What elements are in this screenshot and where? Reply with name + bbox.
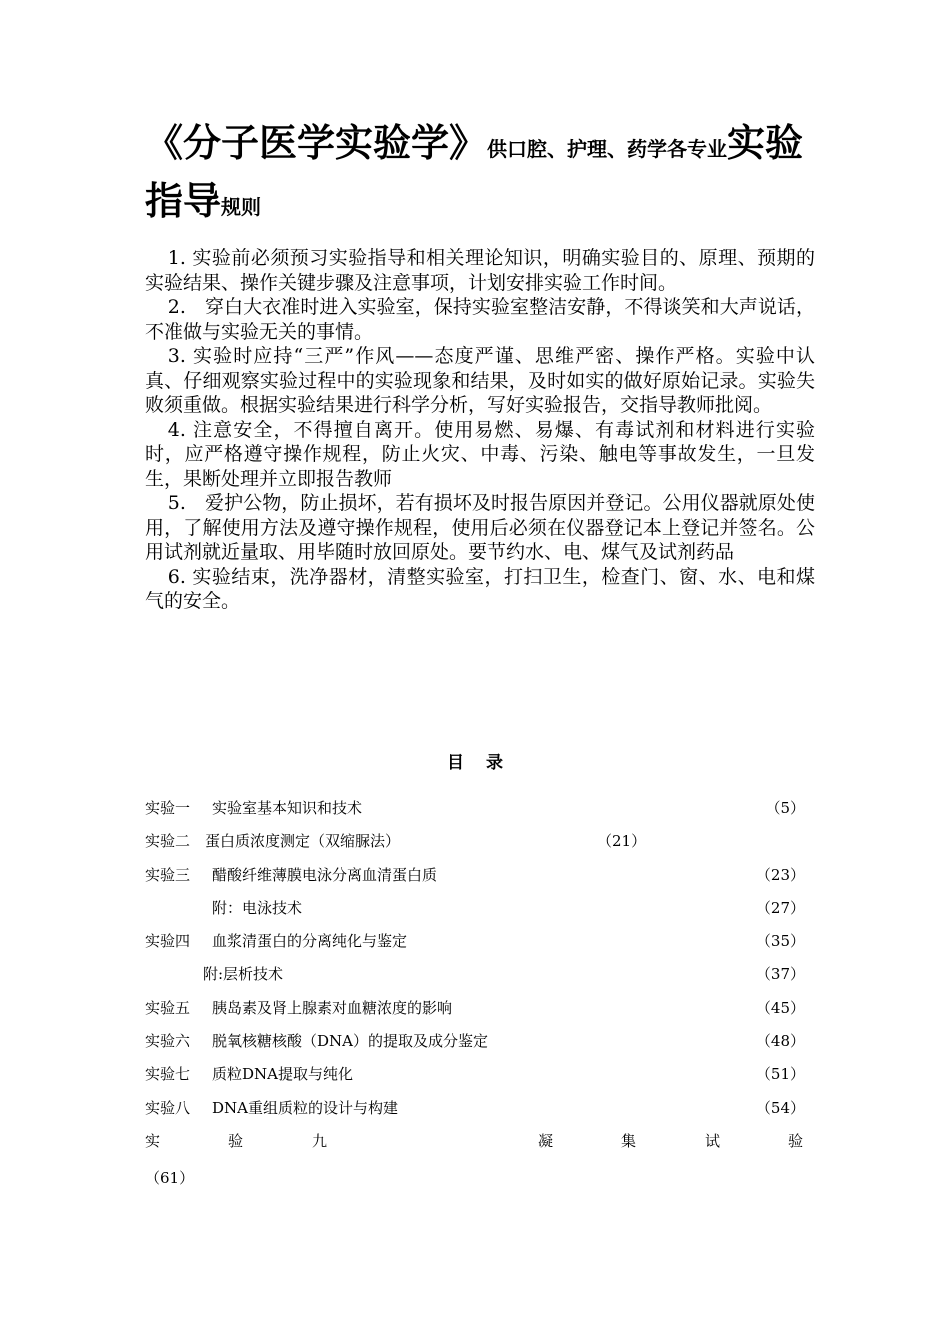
toc-row bbox=[145, 962, 805, 995]
toc-row bbox=[145, 996, 805, 1029]
toc-title: 质粒DNA提取与纯化 bbox=[212, 1065, 353, 1084]
toc-row bbox=[145, 796, 805, 829]
title-main-2: 实验指导 bbox=[145, 121, 804, 223]
toc-label: 实验三 bbox=[145, 865, 191, 884]
toc-spread-char: 验 bbox=[228, 1131, 244, 1150]
toc-row bbox=[145, 829, 805, 862]
toc-title: 血浆清蛋白的分离纯化与鉴定 bbox=[212, 932, 408, 951]
title-main: 《分子医学实验学》 bbox=[145, 121, 488, 165]
table-of-contents bbox=[145, 796, 805, 1162]
toc-page: （23） bbox=[755, 865, 805, 884]
toc-title: 醋酸纤维薄膜电泳分离血清蛋白质 bbox=[212, 865, 438, 884]
toc-page: （51） bbox=[755, 1065, 805, 1084]
rule-item: 5. 爱护公物，防止损坏，若有损坏及时报告原因并登记。公用仪器就原处使用，了解使用方法及遵守操作规程，使用后必须在仪器登记本上登记并签名。公用试剂就近量取、用毕随时放回原处。要节约水、电、煤气及试剂药品 bbox=[145, 492, 815, 563]
toc-row bbox=[145, 1096, 805, 1129]
document-title bbox=[145, 118, 815, 234]
toc-page: （48） bbox=[755, 1032, 805, 1051]
toc-spread-char: 九 bbox=[312, 1131, 328, 1150]
toc-heading bbox=[0, 748, 950, 773]
toc-spread-char: 验 bbox=[788, 1131, 804, 1150]
toc-spread-char: 试 bbox=[705, 1131, 721, 1150]
toc-label: 实验八 bbox=[145, 1098, 191, 1117]
toc-page: （61） bbox=[145, 1169, 195, 1187]
toc-spread-char: 集 bbox=[621, 1131, 637, 1150]
toc-page: （45） bbox=[755, 998, 805, 1017]
rule-item: 6. 实验结束，洗净器材，清整实验室，打扫卫生，检查门、窗、水、电和煤气的安全。 bbox=[145, 565, 815, 612]
toc-heading-char: 录 bbox=[486, 753, 503, 773]
toc-row bbox=[145, 929, 805, 962]
toc-row bbox=[145, 863, 805, 896]
toc-heading-char: 目 bbox=[447, 753, 464, 773]
rule-item: 4. 注意安全，不得擅自离开。使用易燃、易爆、有毒试剂和材料进行实验时，应严格遵守操作规程，防止火灾、中毒、污染、触电等事故发生，一旦发生，果断处理并立即报告教师 bbox=[145, 418, 815, 490]
toc-title: 胰岛素及肾上腺素对血糖浓度的影响 bbox=[212, 998, 453, 1017]
toc-label: 实验四 bbox=[145, 932, 191, 951]
toc-page: （37） bbox=[755, 965, 805, 984]
rule-item: 1. 实验前必须预习实验指导和相关理论知识，明确实验目的、原理、预期的实验结果、操作关键步骤及注意事项，计划安排实验工作时间。 bbox=[145, 247, 815, 294]
title-suffix: 规则 bbox=[221, 195, 262, 219]
toc-title: 脱氧核糖核酸（DNA）的提取及成分鉴定 bbox=[212, 1032, 488, 1051]
toc-title: DNA重组质粒的设计与构建 bbox=[212, 1098, 398, 1117]
toc-page: （5） bbox=[765, 799, 805, 817]
toc-label: 实验六 bbox=[145, 1032, 191, 1051]
toc-title: 实验室基本知识和技术 bbox=[212, 799, 363, 817]
toc-page: （54） bbox=[755, 1098, 805, 1117]
toc-row bbox=[145, 896, 805, 929]
rule-item: 3. 实验时应持“三严”作风——态度严谨、思维严密、操作严格。实验中认真、仔细观察实验过程中的实验现象和结果，及时如实的做好原始记录。实验失败须重做。根据实验结果进行科学分析，写好实验报告，交指导教师批阅。 bbox=[145, 345, 815, 416]
toc-spread-char: 实 bbox=[145, 1131, 161, 1150]
toc-page: （21） bbox=[597, 832, 647, 851]
title-subtitle: 供口腔、护理、药学各专业 bbox=[487, 137, 728, 161]
toc-row-spread bbox=[145, 1129, 805, 1162]
toc-row bbox=[145, 1062, 805, 1095]
toc-spread-char: 凝 bbox=[538, 1131, 554, 1150]
toc-label: 实验一 bbox=[145, 799, 191, 817]
rules-list bbox=[145, 246, 815, 614]
toc-page: （27） bbox=[755, 898, 805, 917]
toc-label: 实验五 bbox=[145, 998, 191, 1017]
toc-label: 实验二 bbox=[145, 832, 191, 851]
toc-page: （35） bbox=[755, 932, 805, 951]
toc-title: 附：电泳技术 bbox=[212, 898, 303, 917]
toc-row bbox=[145, 1029, 805, 1062]
toc-title: 蛋白质浓度测定（双缩脲法） bbox=[205, 832, 401, 851]
toc-label: 实验七 bbox=[145, 1065, 191, 1084]
rule-item: 2. 穿白大衣准时进入实验室，保持实验室整洁安静，不得谈笑和大声说话，不准做与实验无关的事情。 bbox=[145, 296, 815, 343]
toc-title: 附:层析技术 bbox=[203, 965, 284, 984]
